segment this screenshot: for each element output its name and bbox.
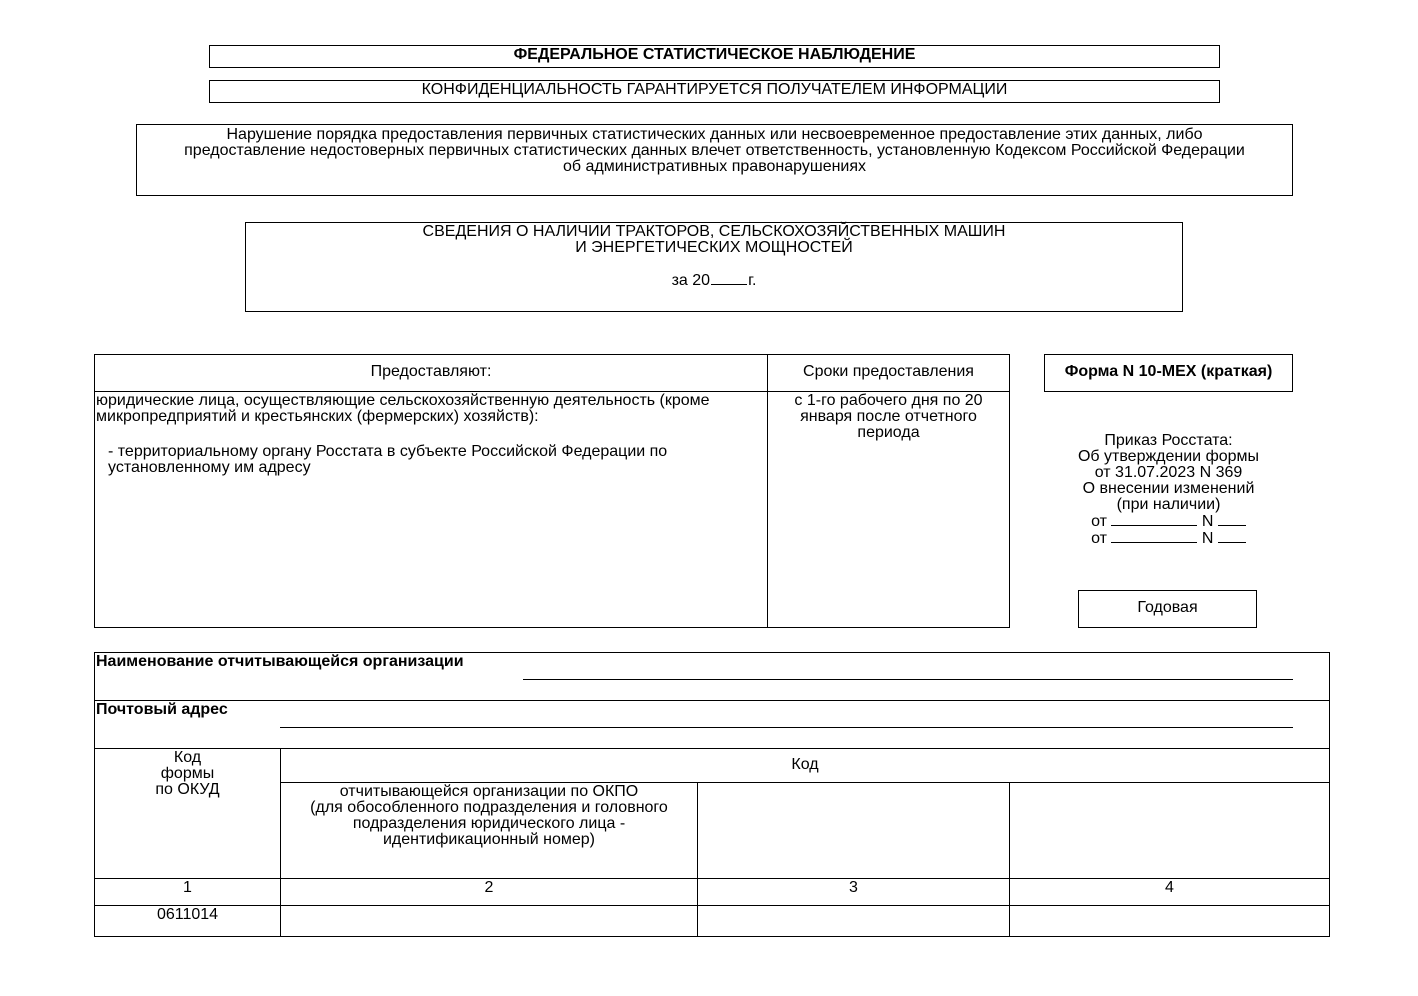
survey-type-text: ФЕДЕРАЛЬНОЕ СТАТИСТИЧЕСКОЕ НАБЛЮДЕНИЕ [513,46,916,63]
report-year-row [246,270,1182,289]
deadline-line-3: периода [857,424,920,441]
okpo-label-line-2: (для обособленного подразделения и головного [310,799,668,816]
code-cell-3[interactable] [698,906,1009,936]
warning-line-3: об административных правонарушениях [562,158,867,175]
okud-code-header [95,750,280,798]
okpo-label-line-4: идентификационный номер) [382,831,596,848]
org-name-label: Наименование отчитывающейся организации [96,653,464,670]
submitters-recipient [96,444,766,476]
column-number-2: 2 [484,879,494,896]
confidentiality-header [209,80,1220,103]
code-cell-4[interactable] [1010,906,1329,936]
column-number-4: 4 [1165,879,1174,896]
periodicity-text: Годовая [1137,599,1198,616]
form-number-box [1044,354,1293,392]
amendment-row-2 [1044,530,1293,547]
submitters-line-2: микропредприятий и крестьянских (фермерских) хозяйств): [96,408,539,425]
organization-codes-table [94,652,1330,937]
postal-address-input-line[interactable] [280,727,1293,728]
okud-label-line-3: по ОКУД [155,781,220,798]
submitters-header: Предоставляют: [370,363,492,380]
confidentiality-text: КОНФИДЕНЦИАЛЬНОСТЬ ГАРАНТИРУЕТСЯ ПОЛУЧАТЕЛЕМ ИНФОРМАЦИИ [421,81,1008,98]
survey-type-header [209,45,1220,68]
submitters-line-1: юридические лица, осуществляющие сельскохозяйственную деятельность (кроме [96,392,710,409]
okud-code-value: 0611014 [156,906,219,923]
year-prefix: за 20 [671,272,711,289]
submitters-table [94,354,1010,628]
okud-label-line-2: формы [160,765,215,782]
year-input-blank[interactable] [711,270,747,285]
deadline-line-1: с 1-го рабочего дня по 20 [794,392,983,409]
periodicity-box [1078,590,1257,628]
org-table-line-1 [95,700,1329,701]
form-title-line-1: СВЕДЕНИЯ О НАЛИЧИИ ТРАКТОРОВ, СЕЛЬСКОХОЗЯЙСТВЕННЫХ МАШИН [422,223,1006,240]
form-title-line-2: И ЭНЕРГЕТИЧЕСКИХ МОЩНОСТЕЙ [575,239,853,256]
amendment-date-blank-1[interactable] [1111,513,1197,526]
order-line-2: Об утверждении формы [1077,448,1260,465]
org-name-input-line[interactable] [523,679,1293,680]
form-number-text: Форма N 10-МЕХ (краткая) [1064,363,1273,380]
amendment-date-blank-2[interactable] [1111,530,1197,543]
amendment-from-label: от [1091,530,1107,547]
warning-line-2: предоставление недостоверных первичных статистических данных влечет ответственность, установленную Кодексом Российской Федерации [184,142,1245,159]
deadline-line-2: января после отчетного [800,408,977,425]
order-line-3: от 31.07.2023 N 369 [1094,464,1243,481]
okpo-code-header [281,784,697,848]
column-number-1: 1 [183,879,192,896]
okud-label-line-1: Код [173,749,202,766]
order-line-4: О внесении изменений [1082,480,1255,497]
rosstat-order-block [1044,433,1293,547]
order-line-1: Приказ Росстата: [1104,432,1233,449]
deadline-description [768,393,1009,441]
year-suffix: г. [748,272,757,289]
submitters-description [96,393,766,476]
amendment-n-label: N [1201,513,1214,530]
okpo-label-line-3: подразделения юридического лица - [352,815,626,832]
liability-warning [136,124,1293,196]
amendment-from-label: от [1091,513,1107,530]
okpo-code-cell[interactable] [281,906,697,936]
deadline-header: Сроки предоставления [803,363,974,380]
okpo-label-line-1: отчитывающейся организации по ОКПО [339,783,639,800]
recipient-line-2: установленному им адресу [108,459,311,476]
recipient-line-1: - территориальному органу Росстата в субъекте Российской Федерации по [108,443,668,460]
postal-address-label: Почтовый адрес [96,701,228,718]
amendment-number-blank-2[interactable] [1218,530,1246,543]
warning-line-1: Нарушение порядка предоставления первичных статистических данных или несвоевременное предоставление этих данных, либо [226,126,1203,143]
form-title-box [245,222,1183,312]
amendment-n-label: N [1201,530,1214,547]
code-header: Код [791,756,819,773]
order-line-5: (при наличии) [1116,496,1221,513]
amendment-number-blank-1[interactable] [1218,513,1246,526]
column-number-3: 3 [849,879,858,896]
amendment-row-1 [1044,513,1293,530]
